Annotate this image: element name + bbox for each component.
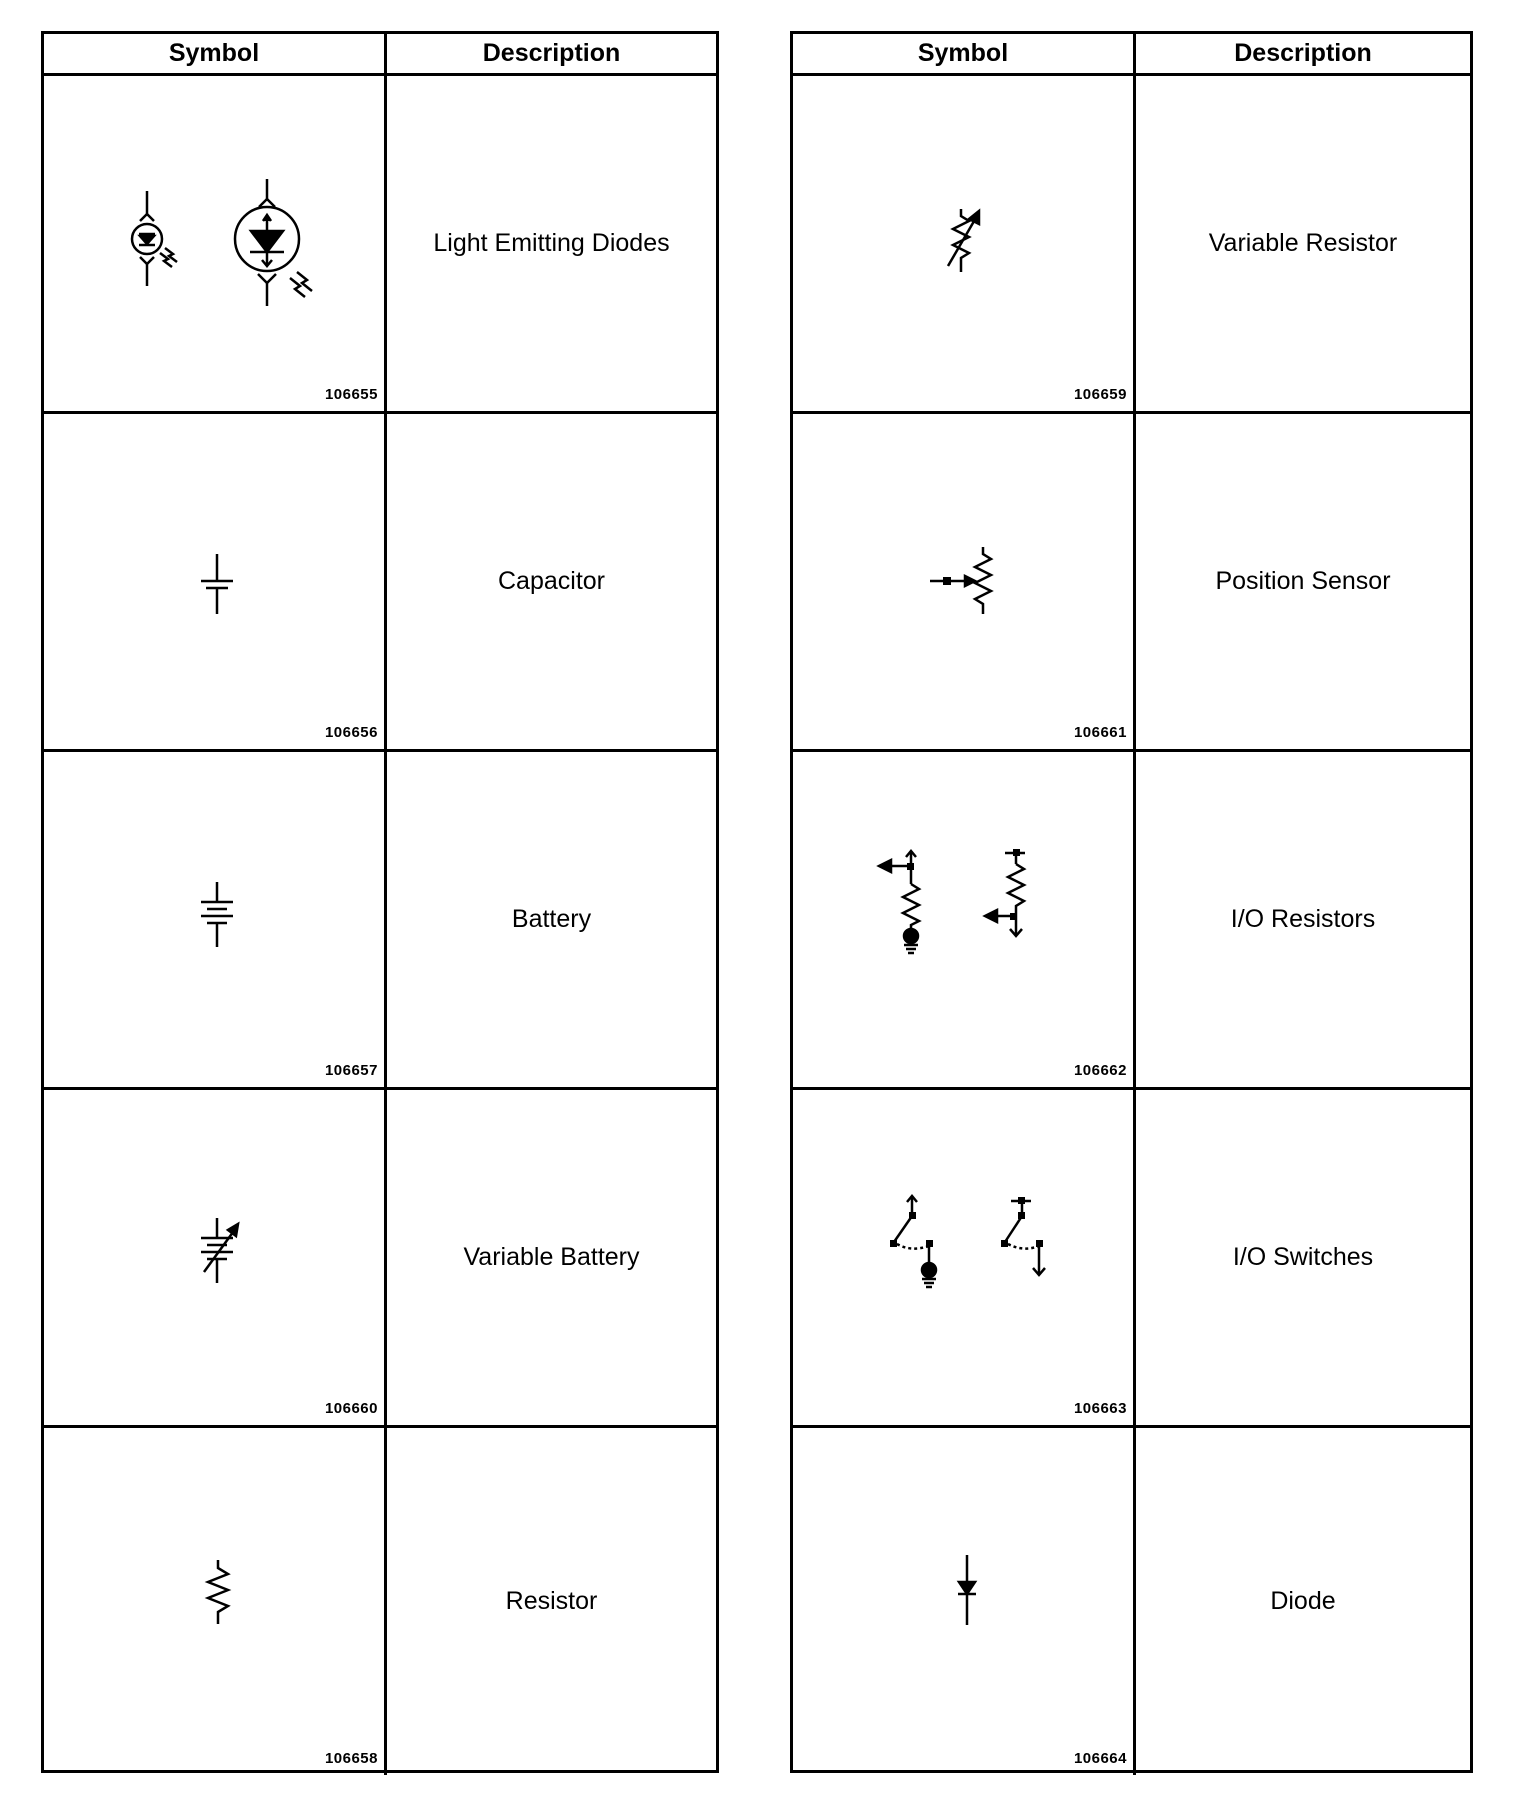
symbol-column-header: Symbol [44,34,387,73]
description-column-header: Description [482,39,621,67]
description-cell: Variable Battery [463,1243,640,1271]
description-cell: Position Sensor [1215,567,1391,595]
symbol-cell [793,76,1136,411]
table-header [44,34,716,76]
symbol-code: 106658 [324,1750,378,1767]
symbol-cell [44,752,387,1087]
description-cell: Diode [1270,1587,1336,1615]
symbol-cell [793,752,1136,1087]
symbol-code: 106657 [324,1062,378,1079]
symbol-table-right [790,31,1473,1773]
symbol-code: 106660 [324,1400,378,1417]
io-resistors-icon [793,752,1133,1090]
symbol-code: 106656 [324,724,378,741]
table-row [44,414,716,752]
symbol-code: 106663 [1073,1400,1127,1417]
table-row [793,76,1470,414]
description-cell: I/O Switches [1232,1243,1374,1271]
table-row [44,1090,716,1428]
table-row [793,1090,1470,1428]
description-cell: Capacitor [498,567,605,595]
battery-icon [44,752,384,1090]
symbol-cell [793,414,1136,749]
symbol-column-header: Symbol [793,34,1136,73]
symbol-cell [793,1090,1136,1425]
table-row [793,414,1470,752]
table-row [44,76,716,414]
symbol-cell [44,414,387,749]
description-cell: I/O Resistors [1230,905,1376,933]
symbol-cell [44,1090,387,1425]
table-row [793,1428,1470,1775]
symbol-code: 106659 [1073,386,1127,403]
position-sensor-icon [793,414,1133,752]
description-cell: Variable Resistor [1208,229,1398,257]
diode-icon [793,1428,1140,1775]
symbol-cell [44,76,387,411]
io-switches-icon [793,1090,1133,1428]
resistor-icon [44,1428,391,1775]
led-icon [44,76,384,414]
variable-resistor-icon [793,76,1133,414]
description-column-header: Description [1234,39,1372,67]
description-cell: Battery [511,905,592,933]
symbol-code: 106661 [1073,724,1127,741]
symbol-cell [44,1428,387,1775]
symbol-table-left [41,31,719,1773]
variable-battery-icon [44,1090,384,1428]
symbol-code: 106664 [1073,1750,1127,1767]
capacitor-icon [44,414,384,752]
table-row [793,752,1470,1090]
description-cell: Light Emitting Diodes [433,229,670,257]
symbol-code: 106662 [1073,1062,1127,1079]
table-row [44,752,716,1090]
table-row [44,1428,716,1775]
table-header [793,34,1470,76]
description-cell: Resistor [505,1587,598,1615]
symbol-cell [793,1428,1136,1775]
symbol-code: 106655 [324,386,378,403]
